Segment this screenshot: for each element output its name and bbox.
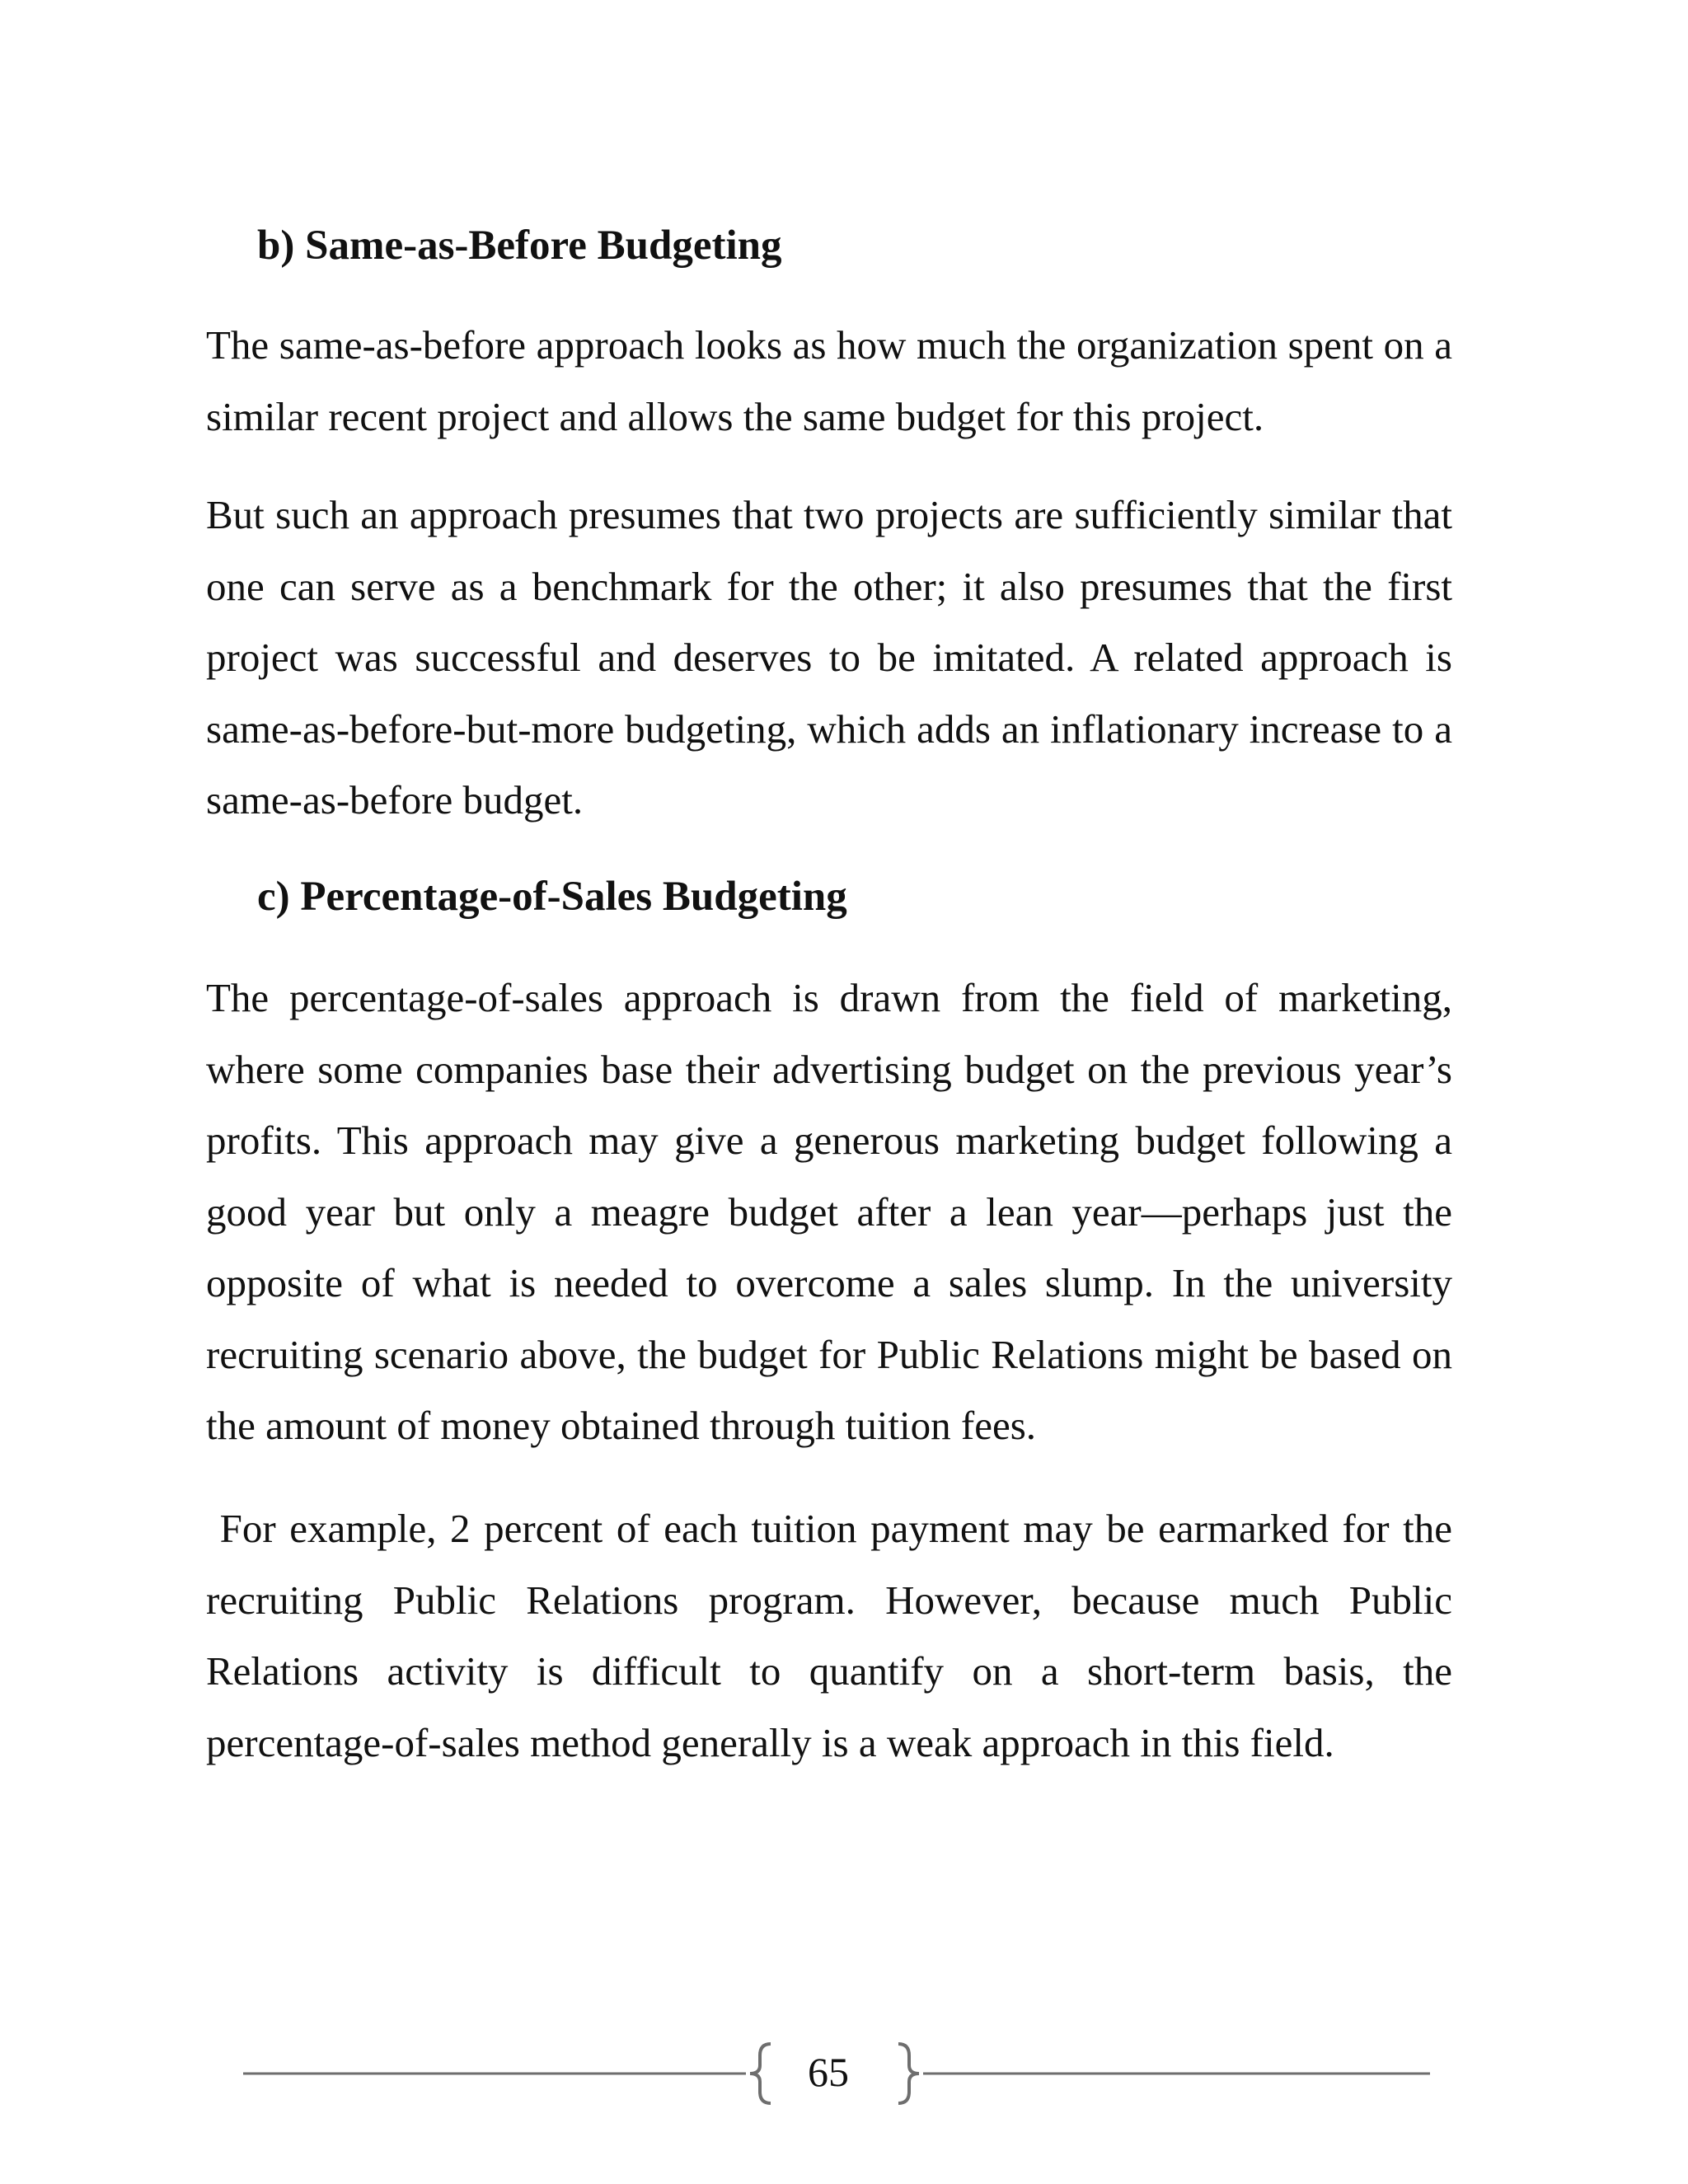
footer-right-brace — [898, 2044, 919, 2103]
paragraph-percentage-of-sales-intro: The percentage-of-sales approach is drawn from the field of marketing, where some companies base their advertising budget on the previous year’s profits. This approach may give a generous marketing budget following a good year but only a meagre budget after a lean year—perhaps just the opposite of what is needed to overcome a sales slump. In the university recruiting scenario above, the budget for Public Relations might be based on the amount of money obtained through tuition fees. — [206, 975, 1452, 1448]
section-heading-percentage-of-sales: c) Percentage-of-Sales Budgeting — [257, 874, 847, 920]
paragraph-same-as-before-intro: The same-as-before approach looks as how much the organization spent on a similar recent project and allows the same budget for this project. — [206, 322, 1452, 439]
section-heading-same-as-before: b) Same-as-Before Budgeting — [257, 223, 782, 269]
footer-left-brace — [750, 2044, 771, 2103]
paragraph-same-as-before-detail: But such an approach presumes that two projects are sufficiently similar that one can serve as a benchmark for the other; it also presumes that the first project was successful and deserves to be imitated. A related approach is same-as-before-but-more budgeting, which adds an inflationary increase to a same-as-before budget. — [206, 492, 1452, 823]
paragraph-percentage-of-sales-example: For example, 2 percent of each tuition payment may be earmarked for the recruiting Public Relations program. However, because much Public Relations activity is difficult to quantify on a short-term basis, the percentage-of-sales method generally is a weak approach in this field. — [206, 1506, 1463, 1765]
page-number: 65 — [808, 2049, 849, 2095]
